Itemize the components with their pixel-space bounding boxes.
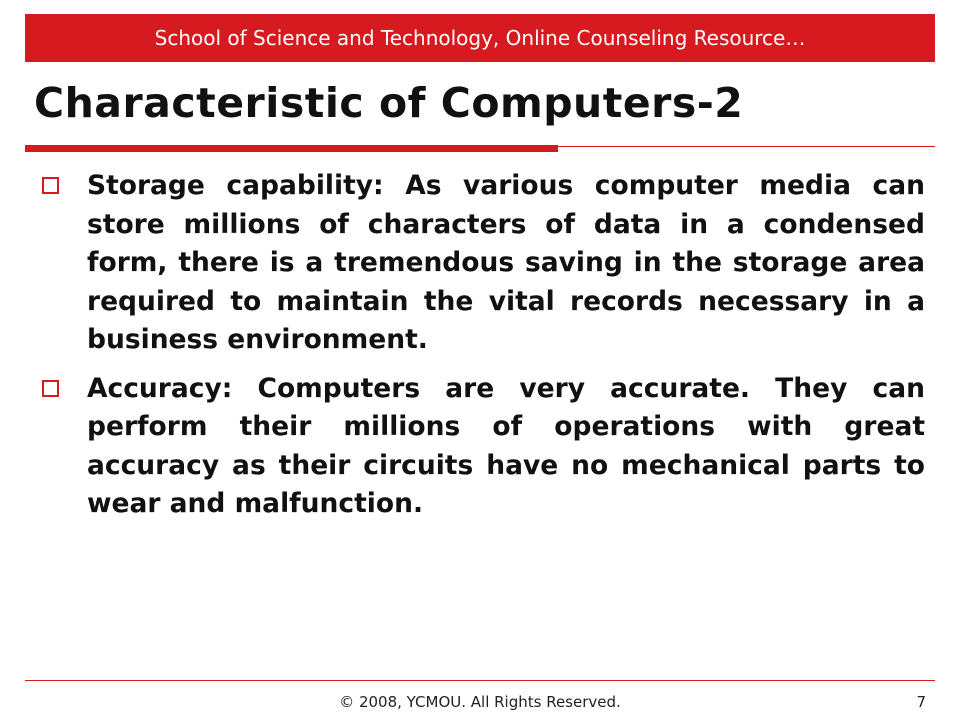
bullet-text: Storage capability: As various computer media can store millions of characters of data in a condensed form, there is a tremendous saving in the storage area required to maintain the vital records necessary in a business environment. xyxy=(87,170,925,355)
bullet-list xyxy=(40,167,925,534)
page-number: 7 xyxy=(916,693,926,711)
header-banner: School of Science and Technology, Online Counseling Resource… xyxy=(25,14,935,62)
hollow-square-icon xyxy=(42,380,59,397)
hollow-square-icon xyxy=(42,177,59,194)
footer-divider xyxy=(25,680,935,681)
bullet-text: Accuracy: Computers are very accurate. They can perform their millions of operations with great accuracy as their circuits have no mechanical parts to wear and malfunction. xyxy=(87,372,925,519)
slide-title: Characteristic of Computers-2 xyxy=(34,79,744,127)
bullet-item-storage xyxy=(40,167,925,360)
title-underline-thick xyxy=(25,145,558,152)
title-underline-thin xyxy=(558,146,935,147)
footer-copyright: © 2008, YCMOU. All Rights Reserved. xyxy=(339,693,621,711)
bullet-item-accuracy xyxy=(40,370,925,524)
